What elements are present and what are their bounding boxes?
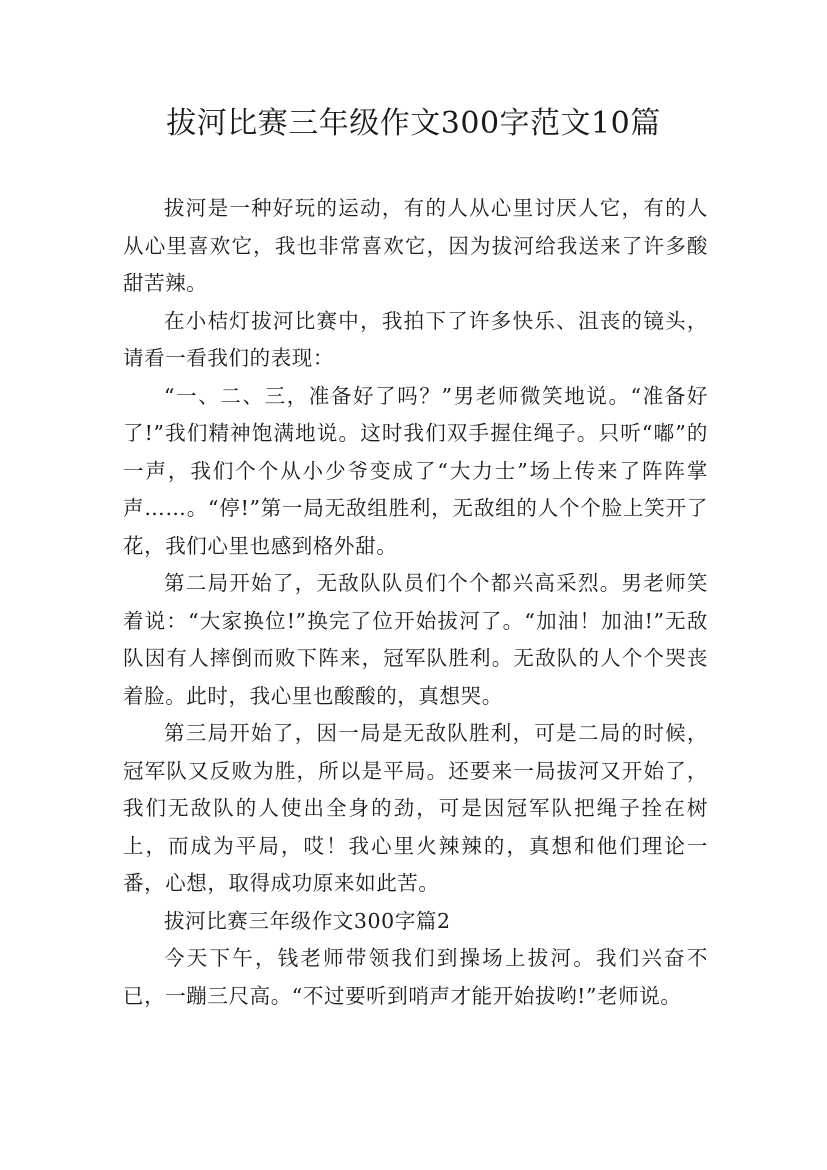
paragraph-6: 今天下午，钱老师带领我们到操场上拔河。我们兴奋不已，一蹦三尺高。“不过要听到哨声才能开始拔哟!”老师说。 [123,946,708,1008]
paragraph-3: “一、二、三，准备好了吗？”男老师微笑地说。“准备好了!”我们精神饱满地说。这时我们双手握住绳子。只听“嘟”的一声，我们个个从小少爷变成了“大力士”场上传来了阵阵掌声……。“停!”第一局无敌组胜利，无敌组的人个个脸上笑开了花，我们心里也感到格外甜。 [123,383,708,558]
document-title: 拔河比赛三年级作文300字范文10篇 [166,106,661,141]
paragraph-1: 拔河是一种好玩的运动，有的人从心里讨厌人它，有的人从心里喜欢它，我也非常喜欢它，因为拔河给我送来了许多酸甜苦辣。 [123,196,708,295]
paragraph-5: 第三局开始了，因一局是无敌队胜利，可是二局的时候，冠军队又反败为胜，所以是平局。还要来一局拔河又开始了，我们无敌队的人使出全身的劲，可是因冠军队把绳子拴在树上，而成为平局，哎！我心里火辣辣的，真想和他们理论一番，心想，取得成功原来如此苦。 [123,721,708,895]
document-body [123,190,708,1015]
paragraph-2: 在小桔灯拔河比赛中，我拍下了许多快乐、沮丧的镜头，请看一看我们的表现： [123,308,708,370]
section-heading-2: 拔河比赛三年级作文300字篇2 [164,908,451,933]
paragraph-4: 第二局开始了，无敌队队员们个个都兴高采烈。男老师笑着说：“大家换位!”换完了位开始拔河了。“加油！加油!”无敌队因有人摔倒而败下阵来，冠军队胜利。无敌队的人个个哭丧着脸。此时，我心里也酸酸的，真想哭。 [123,571,708,708]
